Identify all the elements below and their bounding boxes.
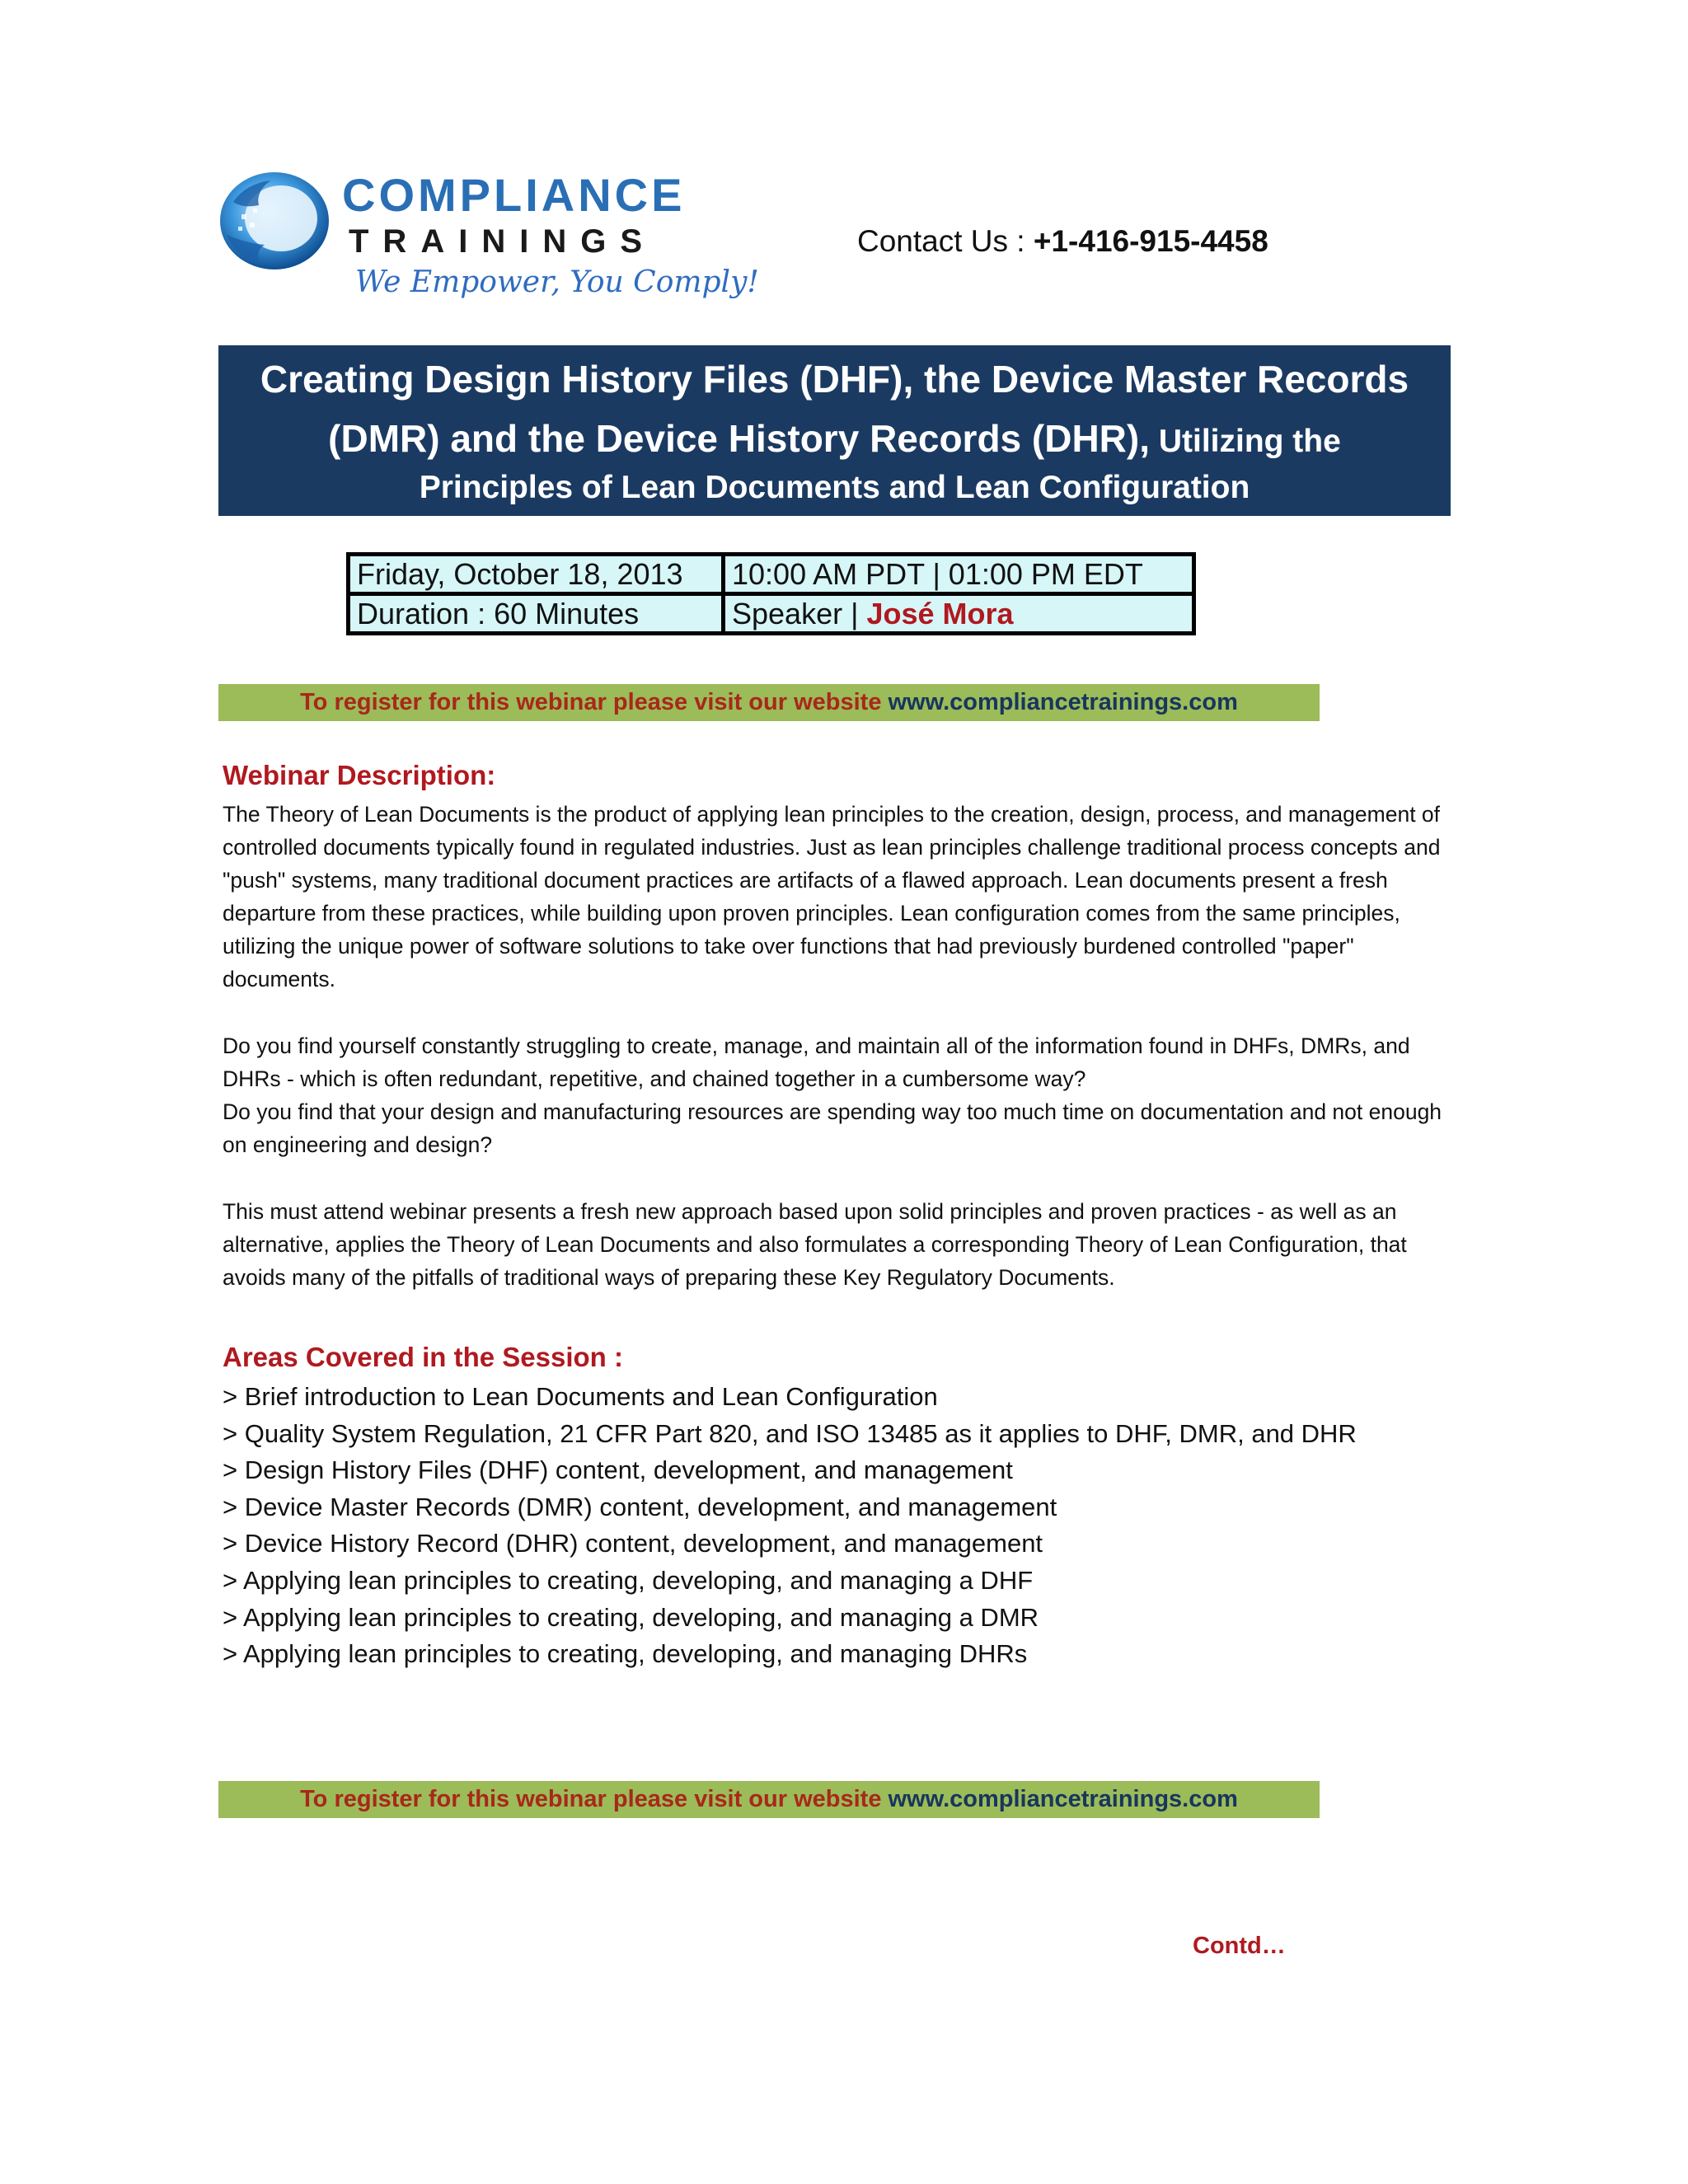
register-text: To register for this webinar please visit our website: [300, 689, 889, 715]
title-line-3: Principles of Lean Documents and Lean Configuration: [419, 470, 1250, 505]
info-row: [349, 594, 1194, 634]
register-bar-top: [218, 684, 1320, 721]
list-item: > Design History Files (DHF) content, development, and management: [223, 1455, 1013, 1485]
contact-phone[interactable]: +1-416-915-4458: [1033, 224, 1268, 258]
register-link[interactable]: www.compliancetrainings.com: [888, 689, 1238, 715]
title-line-1: Creating Design History Files (DHF), the Device Master Records: [260, 358, 1409, 401]
areas-heading: Areas Covered in the Session :: [223, 1342, 623, 1372]
info-row: [349, 555, 1194, 594]
webinar-speaker: [724, 594, 1194, 634]
list-item: > Applying lean principles to creating, developing, and managing a DMR: [223, 1602, 1039, 1632]
description-paragraph-1: The Theory of Lean Documents is the product of applying lean principles to the creation, design, process, and management of controlled documents typically found in regulated industries. Just as lean principles challenge traditional process concepts and "push" systems, many traditional document practices are artifacts of a flawed approach. Lean documents present a fresh departure from these practices, while building upon proven principles. Lean configuration comes from the same principles, utilizing the unique power of software solutions to take over functions that had previously burdened controlled "paper" documents.: [223, 802, 1441, 991]
webinar-date: Friday, October 18, 2013: [349, 555, 724, 594]
title-line-2: [218, 416, 1451, 462]
contact-info: [857, 224, 1268, 259]
continued-label: Contd…: [1193, 1933, 1286, 1959]
speaker-label: Speaker |: [732, 597, 867, 630]
description-paragraph-3: Do you find that your design and manufacturing resources are spending way too much time on documentation and not enough on engineering and design?: [223, 1099, 1442, 1157]
company-logo: [217, 167, 759, 309]
description-summary: [223, 1195, 1451, 1294]
register-bar-bottom: [218, 1781, 1320, 1818]
list-item: > Device Master Records (DMR) content, development, and management: [223, 1492, 1057, 1521]
logo-word-trainings: TRAININGS: [349, 223, 656, 260]
title-line-2-main: (DMR) and the Device History Records (DHR),: [328, 417, 1150, 460]
contact-label: Contact Us :: [857, 224, 1034, 258]
areas-list: [223, 1379, 1357, 1673]
register-text: To register for this webinar please visit our website: [300, 1786, 889, 1812]
description-questions: [223, 1029, 1451, 1161]
title-banner: [218, 345, 1451, 516]
globe-icon: [217, 169, 334, 273]
speaker-name: José Mora: [866, 597, 1014, 630]
list-item: > Applying lean principles to creating, developing, and managing DHRs: [223, 1639, 1028, 1669]
description-paragraph: [223, 798, 1451, 996]
list-item: > Brief introduction to Lean Documents and Lean Configuration: [223, 1382, 938, 1411]
webinar-time: 10:00 AM PDT | 01:00 PM EDT: [724, 555, 1194, 594]
list-item: > Quality System Regulation, 21 CFR Part 820, and ISO 13485 as it applies to DHF, DMR, and DHR: [223, 1418, 1357, 1448]
webinar-duration: Duration : 60 Minutes: [349, 594, 724, 634]
list-item: > Applying lean principles to creating, developing, and managing a DHF: [223, 1565, 1034, 1595]
logo-word-compliance: COMPLIANCE: [342, 169, 686, 221]
logo-tagline: We Empower, You Comply!: [355, 265, 759, 299]
list-item: > Device History Record (DHR) content, development, and management: [223, 1529, 1043, 1558]
description-paragraph-2: Do you find yourself constantly struggling to create, manage, and maintain all of the information found in DHFs, DMRs, and DHRs - which is often redundant, repetitive, and chained together in a cumbersome way?: [223, 1033, 1410, 1091]
description-heading: Webinar Description:: [223, 760, 496, 790]
title-line-2-small: Utilizing the: [1150, 424, 1341, 459]
register-link[interactable]: www.compliancetrainings.com: [888, 1786, 1238, 1812]
webinar-info-table: [346, 552, 1196, 635]
description-paragraph-4: This must attend webinar presents a fresh new approach based upon solid principles and proven practices - as well as an alternative, applies the Theory of Lean Documents and also formulates a corresponding Theory of Lean Configuration, that avoids many of the pitfalls of traditional ways of preparing these Key Regulatory Documents.: [223, 1199, 1407, 1290]
